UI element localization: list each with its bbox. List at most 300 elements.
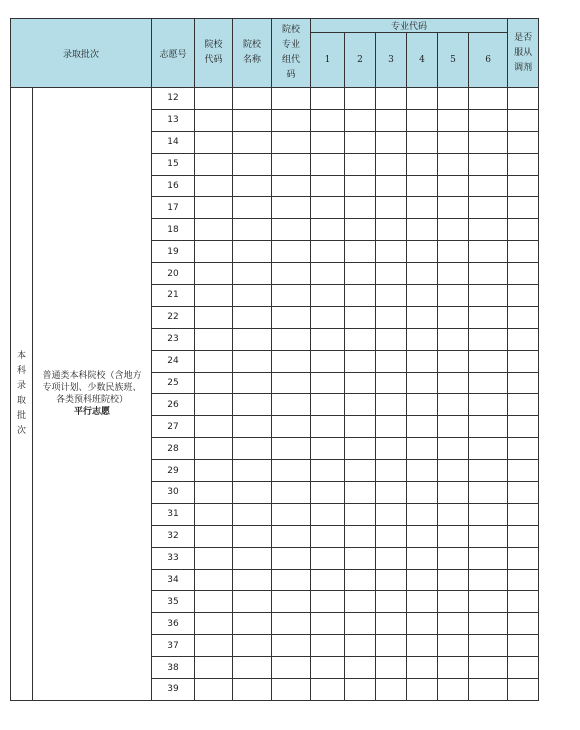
school-code-cell[interactable] — [195, 350, 233, 372]
school-code-cell[interactable] — [195, 503, 233, 525]
major-2-cell[interactable] — [345, 241, 376, 263]
major-2-cell[interactable] — [345, 219, 376, 241]
major-5-cell[interactable] — [438, 547, 469, 569]
major-2-cell[interactable] — [345, 197, 376, 219]
school-code-cell[interactable] — [195, 285, 233, 307]
major-4-cell[interactable] — [407, 372, 438, 394]
major-2-cell[interactable] — [345, 328, 376, 350]
major-5-cell[interactable] — [438, 197, 469, 219]
major-2-cell[interactable] — [345, 350, 376, 372]
major-1-cell[interactable] — [311, 569, 345, 591]
major-6-cell[interactable] — [469, 503, 508, 525]
adjust-cell[interactable] — [508, 525, 539, 547]
major-4-cell[interactable] — [407, 109, 438, 131]
group-code-cell[interactable] — [272, 197, 311, 219]
major-1-cell[interactable] — [311, 328, 345, 350]
choice-number: 17 — [152, 197, 195, 219]
major-6-cell[interactable] — [469, 613, 508, 635]
major-3-cell[interactable] — [376, 241, 407, 263]
major-3-cell[interactable] — [376, 263, 407, 285]
school-name-cell[interactable] — [233, 460, 272, 482]
adjust-cell[interactable] — [508, 482, 539, 504]
major-5-cell[interactable] — [438, 591, 469, 613]
school-code-cell[interactable] — [195, 679, 233, 701]
major-2-cell[interactable] — [345, 394, 376, 416]
major-2-cell[interactable] — [345, 460, 376, 482]
major-5-cell[interactable] — [438, 328, 469, 350]
school-name-cell[interactable] — [233, 547, 272, 569]
major-4-cell[interactable] — [407, 328, 438, 350]
major-2-cell[interactable] — [345, 613, 376, 635]
school-code-cell[interactable] — [195, 153, 233, 175]
adjust-cell[interactable] — [508, 241, 539, 263]
choice-number: 18 — [152, 219, 195, 241]
school-name-cell[interactable] — [233, 372, 272, 394]
school-name-cell[interactable] — [233, 285, 272, 307]
major-6-cell[interactable] — [469, 416, 508, 438]
choice-number: 14 — [152, 131, 195, 153]
major-1-cell[interactable] — [311, 153, 345, 175]
group-code-cell[interactable] — [272, 328, 311, 350]
major-1-cell[interactable] — [311, 657, 345, 679]
major-1-cell[interactable] — [311, 175, 345, 197]
group-code-cell[interactable] — [272, 219, 311, 241]
choice-number: 31 — [152, 503, 195, 525]
school-code-cell[interactable] — [195, 306, 233, 328]
major-5-cell[interactable] — [438, 635, 469, 657]
group-code-cell[interactable] — [272, 131, 311, 153]
major-1-cell[interactable] — [311, 350, 345, 372]
major-6-cell[interactable] — [469, 88, 508, 110]
major-3-cell[interactable] — [376, 219, 407, 241]
major-6-cell[interactable] — [469, 109, 508, 131]
major-1-cell[interactable] — [311, 591, 345, 613]
adjust-cell[interactable] — [508, 416, 539, 438]
major-1-cell[interactable] — [311, 679, 345, 701]
major-4-cell[interactable] — [407, 416, 438, 438]
major-6-cell[interactable] — [469, 635, 508, 657]
group-code-cell[interactable] — [272, 547, 311, 569]
major-4-cell[interactable] — [407, 460, 438, 482]
major-1-cell[interactable] — [311, 416, 345, 438]
adjust-cell[interactable] — [508, 657, 539, 679]
group-code-cell[interactable] — [272, 503, 311, 525]
school-name-cell[interactable] — [233, 197, 272, 219]
school-name-cell[interactable] — [233, 88, 272, 110]
school-name-cell[interactable] — [233, 635, 272, 657]
major-4-cell[interactable] — [407, 569, 438, 591]
major-5-cell[interactable] — [438, 372, 469, 394]
school-code-cell[interactable] — [195, 109, 233, 131]
choice-number: 39 — [152, 679, 195, 701]
school-name-cell[interactable] — [233, 219, 272, 241]
major-1-cell[interactable] — [311, 219, 345, 241]
major-6-cell[interactable] — [469, 350, 508, 372]
school-code-cell[interactable] — [195, 241, 233, 263]
major-6-cell[interactable] — [469, 219, 508, 241]
major-4-cell[interactable] — [407, 547, 438, 569]
major-3-cell[interactable] — [376, 306, 407, 328]
major-3-cell[interactable] — [376, 679, 407, 701]
school-name-cell[interactable] — [233, 613, 272, 635]
major-2-cell[interactable] — [345, 679, 376, 701]
school-name-cell[interactable] — [233, 263, 272, 285]
adjust-cell[interactable] — [508, 109, 539, 131]
adjust-cell[interactable] — [508, 328, 539, 350]
choice-number: 13 — [152, 109, 195, 131]
major-6-cell[interactable] — [469, 197, 508, 219]
major-5-cell[interactable] — [438, 525, 469, 547]
major-3-cell[interactable] — [376, 416, 407, 438]
school-code-cell[interactable] — [195, 591, 233, 613]
adjust-cell[interactable] — [508, 635, 539, 657]
school-code-cell[interactable] — [195, 263, 233, 285]
major-5-cell[interactable] — [438, 569, 469, 591]
major-6-cell[interactable] — [469, 547, 508, 569]
major-5-cell[interactable] — [438, 350, 469, 372]
major-1-cell[interactable] — [311, 547, 345, 569]
major-4-cell[interactable] — [407, 350, 438, 372]
school-name-cell[interactable] — [233, 241, 272, 263]
group-code-cell[interactable] — [272, 241, 311, 263]
school-name-cell[interactable] — [233, 328, 272, 350]
major-6-cell[interactable] — [469, 657, 508, 679]
group-code-cell[interactable] — [272, 175, 311, 197]
major-3-cell[interactable] — [376, 88, 407, 110]
major-5-cell[interactable] — [438, 416, 469, 438]
major-1-cell[interactable] — [311, 613, 345, 635]
school-name-cell[interactable] — [233, 350, 272, 372]
major-4-cell[interactable] — [407, 438, 438, 460]
school-name-cell[interactable] — [233, 109, 272, 131]
adjust-cell[interactable] — [508, 460, 539, 482]
major-5-cell[interactable] — [438, 394, 469, 416]
school-name-cell[interactable] — [233, 131, 272, 153]
major-3-cell[interactable] — [376, 175, 407, 197]
major-4-cell[interactable] — [407, 635, 438, 657]
major-2-cell[interactable] — [345, 372, 376, 394]
school-code-cell[interactable] — [195, 131, 233, 153]
major-4-cell[interactable] — [407, 657, 438, 679]
major-5-cell[interactable] — [438, 438, 469, 460]
major-1-cell[interactable] — [311, 88, 345, 110]
school-code-cell[interactable] — [195, 175, 233, 197]
major-5-cell[interactable] — [438, 460, 469, 482]
major-1-cell[interactable] — [311, 438, 345, 460]
major-1-cell[interactable] — [311, 635, 345, 657]
school-name-cell[interactable] — [233, 569, 272, 591]
group-code-cell[interactable] — [272, 679, 311, 701]
school-name-cell[interactable] — [233, 503, 272, 525]
school-name-cell[interactable] — [233, 175, 272, 197]
major-6-cell[interactable] — [469, 438, 508, 460]
major-1-cell[interactable] — [311, 394, 345, 416]
major-5-cell[interactable] — [438, 306, 469, 328]
school-code-cell[interactable] — [195, 547, 233, 569]
group-code-cell[interactable] — [272, 635, 311, 657]
major-4-cell[interactable] — [407, 197, 438, 219]
group-code-cell[interactable] — [272, 263, 311, 285]
major-2-cell[interactable] — [345, 547, 376, 569]
adjust-cell[interactable] — [508, 679, 539, 701]
major-4-cell[interactable] — [407, 525, 438, 547]
major-5-cell[interactable] — [438, 109, 469, 131]
major-2-cell[interactable] — [345, 591, 376, 613]
group-code-cell[interactable] — [272, 350, 311, 372]
major-2-cell[interactable] — [345, 635, 376, 657]
choice-number: 27 — [152, 416, 195, 438]
adjust-cell[interactable] — [508, 153, 539, 175]
adjust-cell[interactable] — [508, 372, 539, 394]
major-4-cell[interactable] — [407, 88, 438, 110]
major-6-cell[interactable] — [469, 460, 508, 482]
major-2-cell[interactable] — [345, 525, 376, 547]
school-code-cell[interactable] — [195, 438, 233, 460]
group-code-cell[interactable] — [272, 285, 311, 307]
major-2-cell[interactable] — [345, 503, 376, 525]
choice-number: 24 — [152, 350, 195, 372]
school-code-cell[interactable] — [195, 328, 233, 350]
major-5-cell[interactable] — [438, 219, 469, 241]
school-name-cell[interactable] — [233, 438, 272, 460]
group-code-cell[interactable] — [272, 416, 311, 438]
major-3-cell[interactable] — [376, 460, 407, 482]
major-3-cell[interactable] — [376, 350, 407, 372]
major-4-cell[interactable] — [407, 219, 438, 241]
adjust-cell[interactable] — [508, 591, 539, 613]
header-school-name: 院校 名称 — [233, 19, 272, 88]
major-3-cell[interactable] — [376, 569, 407, 591]
school-code-cell[interactable] — [195, 657, 233, 679]
adjust-cell[interactable] — [508, 88, 539, 110]
major-4-cell[interactable] — [407, 394, 438, 416]
adjust-cell[interactable] — [508, 350, 539, 372]
school-code-cell[interactable] — [195, 482, 233, 504]
school-name-cell[interactable] — [233, 394, 272, 416]
school-name-cell[interactable] — [233, 482, 272, 504]
major-6-cell[interactable] — [469, 306, 508, 328]
group-code-cell[interactable] — [272, 613, 311, 635]
choice-number: 32 — [152, 525, 195, 547]
major-3-cell[interactable] — [376, 131, 407, 153]
major-6-cell[interactable] — [469, 591, 508, 613]
header-major-1: 1 — [311, 33, 345, 88]
group-code-cell[interactable] — [272, 88, 311, 110]
school-code-cell[interactable] — [195, 569, 233, 591]
school-code-cell[interactable] — [195, 372, 233, 394]
major-5-cell[interactable] — [438, 88, 469, 110]
school-code-cell[interactable] — [195, 525, 233, 547]
major-2-cell[interactable] — [345, 263, 376, 285]
major-6-cell[interactable] — [469, 285, 508, 307]
school-name-cell[interactable] — [233, 416, 272, 438]
header-major-code: 专业代码 — [311, 19, 508, 33]
major-5-cell[interactable] — [438, 153, 469, 175]
major-4-cell[interactable] — [407, 263, 438, 285]
adjust-cell[interactable] — [508, 394, 539, 416]
major-3-cell[interactable] — [376, 328, 407, 350]
major-1-cell[interactable] — [311, 460, 345, 482]
major-1-cell[interactable] — [311, 263, 345, 285]
major-3-cell[interactable] — [376, 438, 407, 460]
major-4-cell[interactable] — [407, 591, 438, 613]
adjust-cell[interactable] — [508, 438, 539, 460]
major-2-cell[interactable] — [345, 482, 376, 504]
major-5-cell[interactable] — [438, 175, 469, 197]
major-3-cell[interactable] — [376, 109, 407, 131]
major-5-cell[interactable] — [438, 482, 469, 504]
school-code-cell[interactable] — [195, 613, 233, 635]
major-2-cell[interactable] — [345, 569, 376, 591]
major-1-cell[interactable] — [311, 372, 345, 394]
school-code-cell[interactable] — [195, 197, 233, 219]
major-1-cell[interactable] — [311, 131, 345, 153]
major-3-cell[interactable] — [376, 613, 407, 635]
major-5-cell[interactable] — [438, 679, 469, 701]
choice-number: 12 — [152, 88, 195, 110]
major-1-cell[interactable] — [311, 503, 345, 525]
major-4-cell[interactable] — [407, 306, 438, 328]
major-3-cell[interactable] — [376, 503, 407, 525]
major-4-cell[interactable] — [407, 613, 438, 635]
major-6-cell[interactable] — [469, 482, 508, 504]
major-2-cell[interactable] — [345, 657, 376, 679]
adjust-cell[interactable] — [508, 197, 539, 219]
adjust-cell[interactable] — [508, 219, 539, 241]
choice-number: 34 — [152, 569, 195, 591]
major-3-cell[interactable] — [376, 197, 407, 219]
major-4-cell[interactable] — [407, 241, 438, 263]
group-code-cell[interactable] — [272, 153, 311, 175]
major-3-cell[interactable] — [376, 153, 407, 175]
group-code-cell[interactable] — [272, 569, 311, 591]
major-2-cell[interactable] — [345, 306, 376, 328]
major-6-cell[interactable] — [469, 372, 508, 394]
major-1-cell[interactable] — [311, 241, 345, 263]
major-3-cell[interactable] — [376, 394, 407, 416]
school-name-cell[interactable] — [233, 153, 272, 175]
school-code-cell[interactable] — [195, 416, 233, 438]
group-code-cell[interactable] — [272, 306, 311, 328]
adjust-cell[interactable] — [508, 131, 539, 153]
group-code-cell[interactable] — [272, 394, 311, 416]
group-code-cell[interactable] — [272, 109, 311, 131]
group-code-cell[interactable] — [272, 372, 311, 394]
major-6-cell[interactable] — [469, 679, 508, 701]
major-2-cell[interactable] — [345, 131, 376, 153]
header-major-6: 6 — [469, 33, 508, 88]
school-code-cell[interactable] — [195, 394, 233, 416]
adjust-cell[interactable] — [508, 547, 539, 569]
major-4-cell[interactable] — [407, 285, 438, 307]
major-2-cell[interactable] — [345, 416, 376, 438]
choice-number: 33 — [152, 547, 195, 569]
school-code-cell[interactable] — [195, 460, 233, 482]
major-6-cell[interactable] — [469, 131, 508, 153]
major-6-cell[interactable] — [469, 569, 508, 591]
major-4-cell[interactable] — [407, 131, 438, 153]
school-name-cell[interactable] — [233, 525, 272, 547]
major-3-cell[interactable] — [376, 591, 407, 613]
group-code-cell[interactable] — [272, 438, 311, 460]
major-1-cell[interactable] — [311, 525, 345, 547]
adjust-cell[interactable] — [508, 613, 539, 635]
major-1-cell[interactable] — [311, 285, 345, 307]
adjust-cell[interactable] — [508, 175, 539, 197]
major-6-cell[interactable] — [469, 328, 508, 350]
major-4-cell[interactable] — [407, 679, 438, 701]
group-code-cell[interactable] — [272, 525, 311, 547]
major-2-cell[interactable] — [345, 175, 376, 197]
school-name-cell[interactable] — [233, 657, 272, 679]
major-5-cell[interactable] — [438, 657, 469, 679]
major-2-cell[interactable] — [345, 88, 376, 110]
major-6-cell[interactable] — [469, 153, 508, 175]
school-code-cell[interactable] — [195, 635, 233, 657]
adjust-cell[interactable] — [508, 263, 539, 285]
major-6-cell[interactable] — [469, 263, 508, 285]
major-6-cell[interactable] — [469, 175, 508, 197]
group-code-cell[interactable] — [272, 591, 311, 613]
major-3-cell[interactable] — [376, 525, 407, 547]
major-5-cell[interactable] — [438, 241, 469, 263]
group-code-cell[interactable] — [272, 482, 311, 504]
major-6-cell[interactable] — [469, 394, 508, 416]
major-3-cell[interactable] — [376, 372, 407, 394]
major-4-cell[interactable] — [407, 175, 438, 197]
school-code-cell[interactable] — [195, 88, 233, 110]
major-6-cell[interactable] — [469, 241, 508, 263]
school-code-cell[interactable] — [195, 219, 233, 241]
header-major-5: 5 — [438, 33, 469, 88]
major-5-cell[interactable] — [438, 503, 469, 525]
major-4-cell[interactable] — [407, 503, 438, 525]
group-code-cell[interactable] — [272, 657, 311, 679]
adjust-cell[interactable] — [508, 306, 539, 328]
group-code-cell[interactable] — [272, 460, 311, 482]
major-5-cell[interactable] — [438, 613, 469, 635]
school-name-cell[interactable] — [233, 306, 272, 328]
major-1-cell[interactable] — [311, 482, 345, 504]
adjust-cell[interactable] — [508, 503, 539, 525]
major-3-cell[interactable] — [376, 482, 407, 504]
major-5-cell[interactable] — [438, 285, 469, 307]
school-name-cell[interactable] — [233, 591, 272, 613]
major-1-cell[interactable] — [311, 197, 345, 219]
major-2-cell[interactable] — [345, 109, 376, 131]
major-2-cell[interactable] — [345, 153, 376, 175]
major-5-cell[interactable] — [438, 131, 469, 153]
major-1-cell[interactable] — [311, 109, 345, 131]
major-3-cell[interactable] — [376, 285, 407, 307]
choice-number: 30 — [152, 482, 195, 504]
adjust-cell[interactable] — [508, 285, 539, 307]
major-6-cell[interactable] — [469, 525, 508, 547]
major-4-cell[interactable] — [407, 482, 438, 504]
major-3-cell[interactable] — [376, 547, 407, 569]
choice-number: 20 — [152, 263, 195, 285]
major-2-cell[interactable] — [345, 285, 376, 307]
major-4-cell[interactable] — [407, 153, 438, 175]
major-5-cell[interactable] — [438, 263, 469, 285]
volunteer-form-table — [10, 18, 539, 701]
adjust-cell[interactable] — [508, 569, 539, 591]
major-1-cell[interactable] — [311, 306, 345, 328]
major-3-cell[interactable] — [376, 657, 407, 679]
major-2-cell[interactable] — [345, 438, 376, 460]
school-name-cell[interactable] — [233, 679, 272, 701]
major-3-cell[interactable] — [376, 635, 407, 657]
